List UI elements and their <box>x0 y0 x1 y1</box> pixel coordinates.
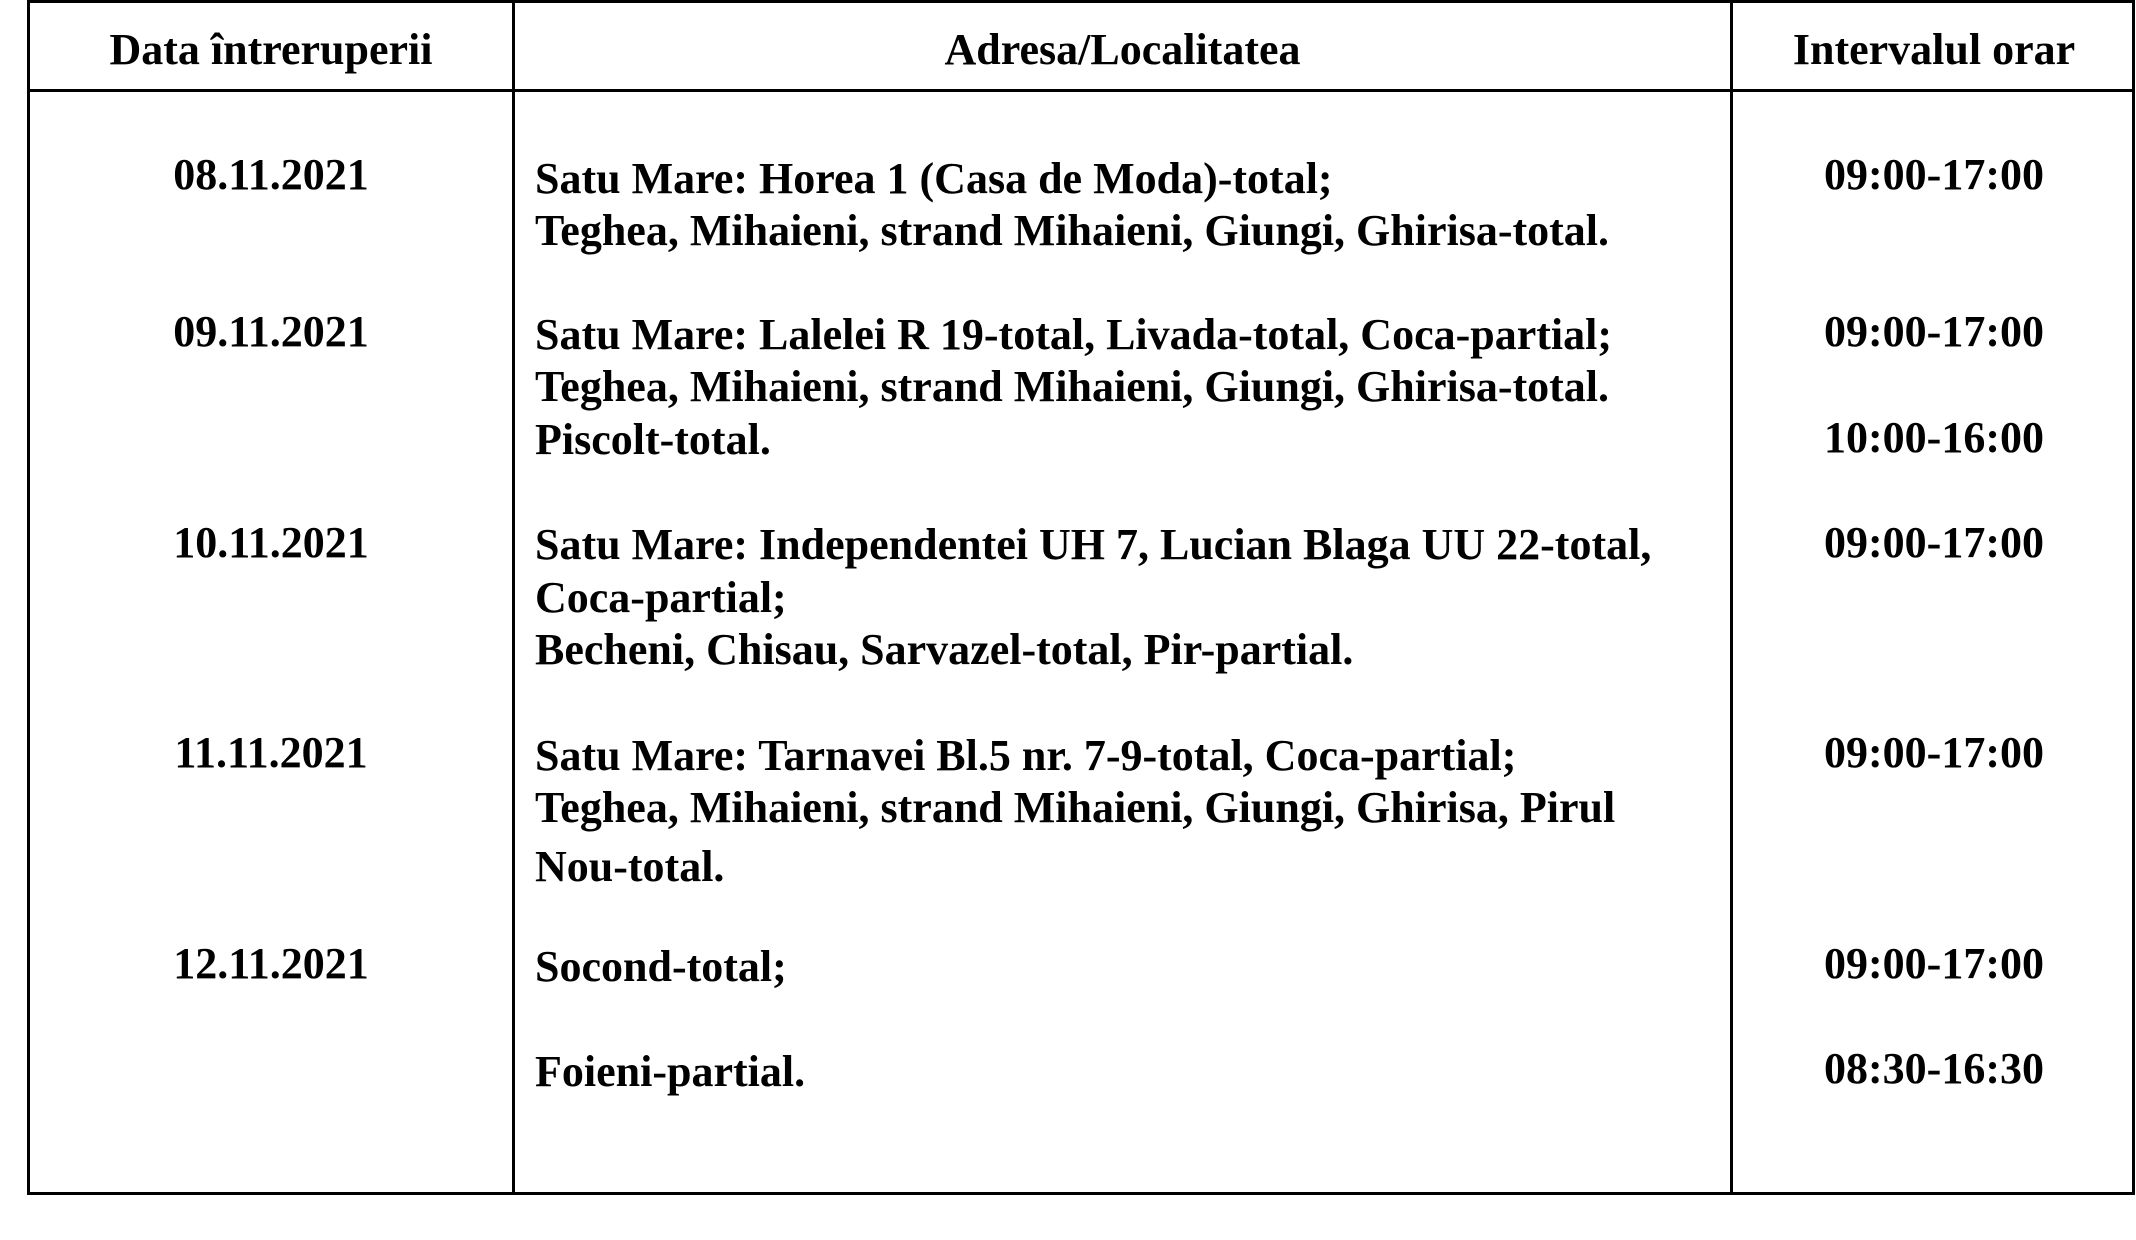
row-date: 09.11.2021 <box>173 307 369 356</box>
row-address-line: Coca-partial; <box>535 573 787 622</box>
row-address-line: Satu Mare: Lalelei R 19-total, Livada-total, Coca-partial; <box>535 310 1613 359</box>
row-date: 08.11.2021 <box>173 150 369 199</box>
row-address-line: Satu Mare: Independentei UH 7, Lucian Blaga UU 22-total, <box>535 520 1652 569</box>
row-address-line: Satu Mare: Tarnavei Bl.5 nr. 7-9-total, Coca-partial; <box>535 731 1517 780</box>
row-interval: 10:00-16:00 <box>1824 413 2044 462</box>
row-address-line: Teghea, Mihaieni, strand Mihaieni, Giungi, Ghirisa, Pirul <box>535 783 1616 832</box>
row-address-line: Nou-total. <box>535 842 725 891</box>
row-date: 12.11.2021 <box>173 939 369 988</box>
row-address-line: Satu Mare: Horea 1 (Casa de Moda)-total; <box>535 154 1333 203</box>
row-interval: 09:00-17:00 <box>1824 939 2044 988</box>
row-interval: 09:00-17:00 <box>1824 307 2044 356</box>
column-divider <box>512 3 515 1192</box>
header-interval: Intervalul orar <box>1792 25 2076 74</box>
header-date: Data întreruperii <box>109 25 433 74</box>
row-interval: 09:00-17:00 <box>1824 150 2044 199</box>
row-interval: 09:00-17:00 <box>1824 728 2044 777</box>
row-address-line: Foieni-partial. <box>535 1047 806 1096</box>
row-address-line: Teghea, Mihaieni, strand Mihaieni, Giungi, Ghirisa-total. <box>535 362 1610 411</box>
header-address: Adresa/Localitatea <box>944 25 1301 74</box>
row-address-line: Becheni, Chisau, Sarvazel-total, Pir-partial. <box>535 625 1354 674</box>
row-date: 10.11.2021 <box>173 518 369 567</box>
row-address-line: Socond-total; <box>535 942 787 991</box>
row-date: 11.11.2021 <box>174 728 368 777</box>
row-interval: 09:00-17:00 <box>1824 518 2044 567</box>
row-address-line: Piscolt-total. <box>535 415 771 464</box>
row-interval: 08:30-16:30 <box>1824 1044 2044 1093</box>
row-address-line: Teghea, Mihaieni, strand Mihaieni, Giungi, Ghirisa-total. <box>535 206 1610 255</box>
outage-schedule-table <box>27 3 2135 1195</box>
header-divider <box>30 89 2132 92</box>
